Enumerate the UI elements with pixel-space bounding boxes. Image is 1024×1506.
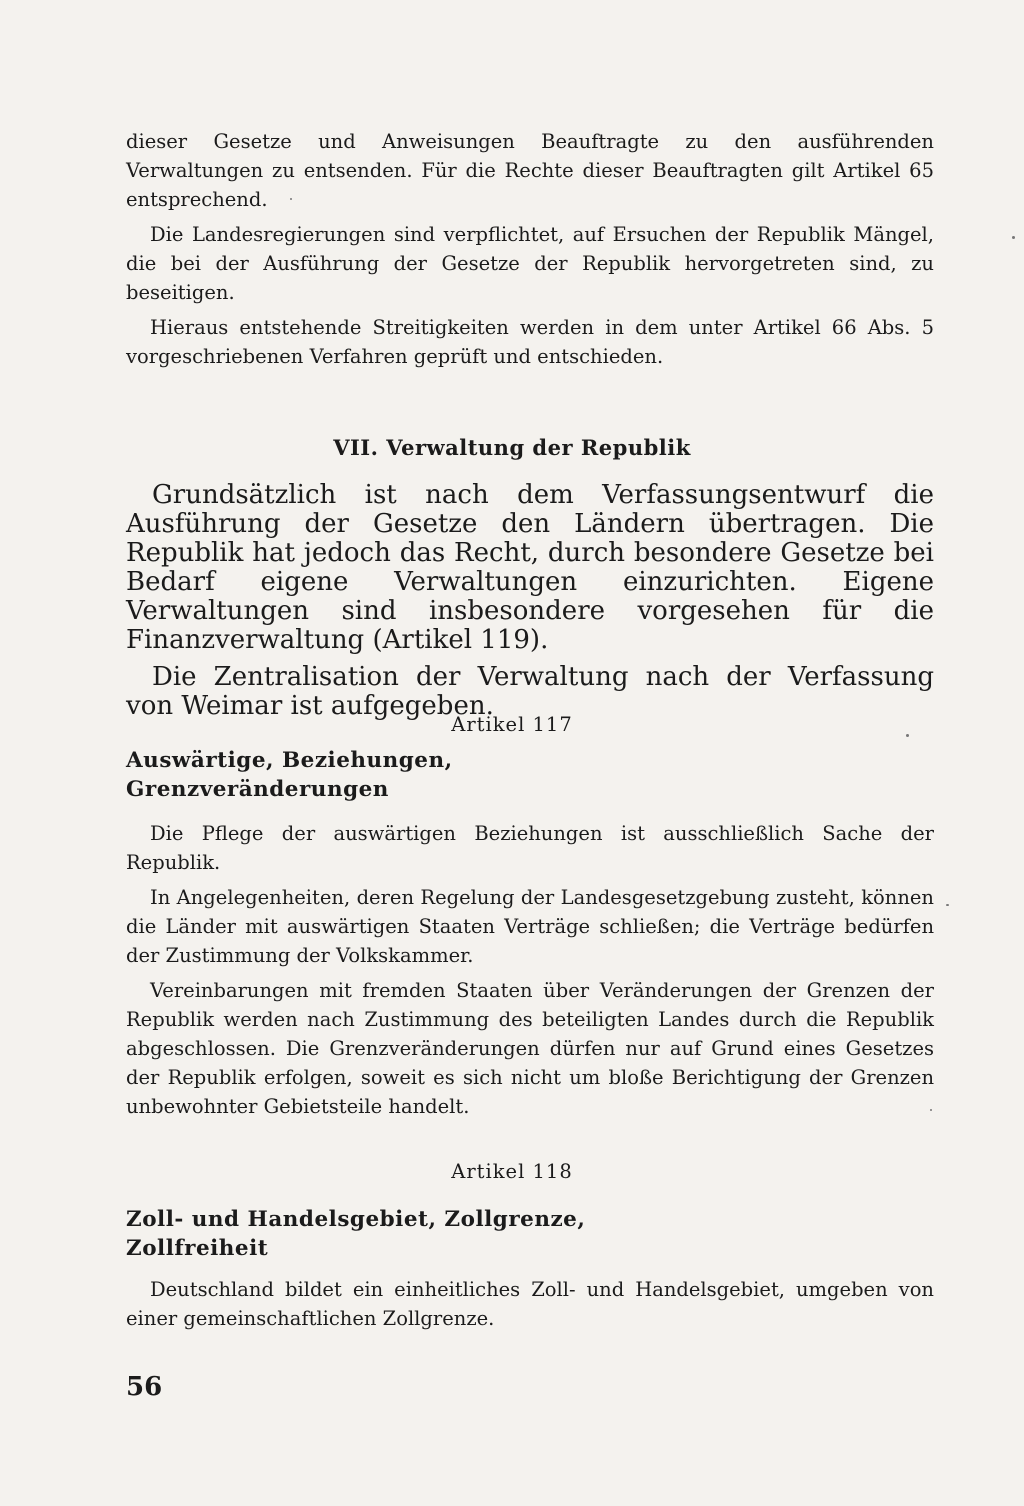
article-title: Grenzveränderungen	[126, 777, 389, 802]
paragraph: dieser Gesetze und Anweisungen Beauftragte zu den ausführenden Verwaltungen zu entsenden. Für die Rechte dieser Beauftragten gilt Artikel 65 entsprechend.	[126, 130, 934, 211]
paragraph: In Angelegenheiten, deren Regelung der Landesgesetzgebung zusteht, können die Länder mit auswärtigen Staaten Verträge schließen; die Verträge bedürfen der Zustimmung der Volkskammer.	[126, 886, 934, 967]
paragraph: Deutschland bildet ein einheitliches Zoll- und Handelsgebiet, umgeben von einer gemeinschaftlichen Zollgrenze.	[126, 1278, 934, 1330]
article-title: Auswärtige, Beziehungen,	[126, 748, 453, 773]
scan-speck	[1012, 236, 1015, 239]
scan-speck	[946, 904, 949, 906]
scan-speck	[906, 734, 909, 737]
article-label: Artikel 118	[451, 1160, 573, 1183]
article-title: Zoll- und Handelsgebiet, Zollgrenze,	[126, 1207, 586, 1232]
paragraph: Grundsätzlich ist nach dem Verfassungsentwurf die Ausführung der Gesetze den Ländern übertragen. Die Republik hat jedoch das Recht, durch besondere Gesetze bei Bedarf eigene Verwaltungen einzurichten. Eigene Verwaltungen sind insbesondere vorgesehen für die Finanzverwaltung (Artikel 119).	[126, 480, 934, 655]
paragraph: Hieraus entstehende Streitigkeiten werden in dem unter Artikel 66 Abs. 5 vorgeschriebenen Verfahren geprüft und entschieden.	[126, 316, 934, 368]
page-number: 56	[126, 1372, 163, 1402]
paragraph: Die Landesregierungen sind verpflichtet, auf Ersuchen der Republik Mängel, die bei der Ausführung der Gesetze der Republik hervorgetreten sind, zu beseitigen.	[126, 223, 934, 304]
paragraph: Die Zentralisation der Verwaltung nach der Verfassung von Weimar ist aufgegeben.	[126, 662, 934, 721]
article-label: Artikel 117	[451, 713, 573, 736]
article-title: Zollfreiheit	[126, 1236, 269, 1261]
article118-body	[126, 1275, 934, 1333]
paragraph: Vereinbarungen mit fremden Staaten über Veränderungen der Grenzen der Republik werden nach Zustimmung des beteiligten Landes durch die Republik abgeschlossen. Die Grenzveränderungen dürfen nur auf Grund eines Gesetzes der Republik erfolgen, soweit es sich nicht um bloße Berichtigung der Grenzen unbewohnter Gebietsteile handelt.	[126, 979, 934, 1118]
intro-block	[126, 127, 934, 371]
section-block	[126, 481, 934, 721]
paragraph: Die Pflege der auswärtigen Beziehungen ist ausschließlich Sache der Republik.	[126, 822, 934, 874]
scan-speck	[930, 1109, 932, 1111]
scan-speck	[290, 198, 292, 200]
section-heading: VII. Verwaltung der Republik	[333, 435, 691, 460]
article117-body	[126, 819, 934, 1121]
